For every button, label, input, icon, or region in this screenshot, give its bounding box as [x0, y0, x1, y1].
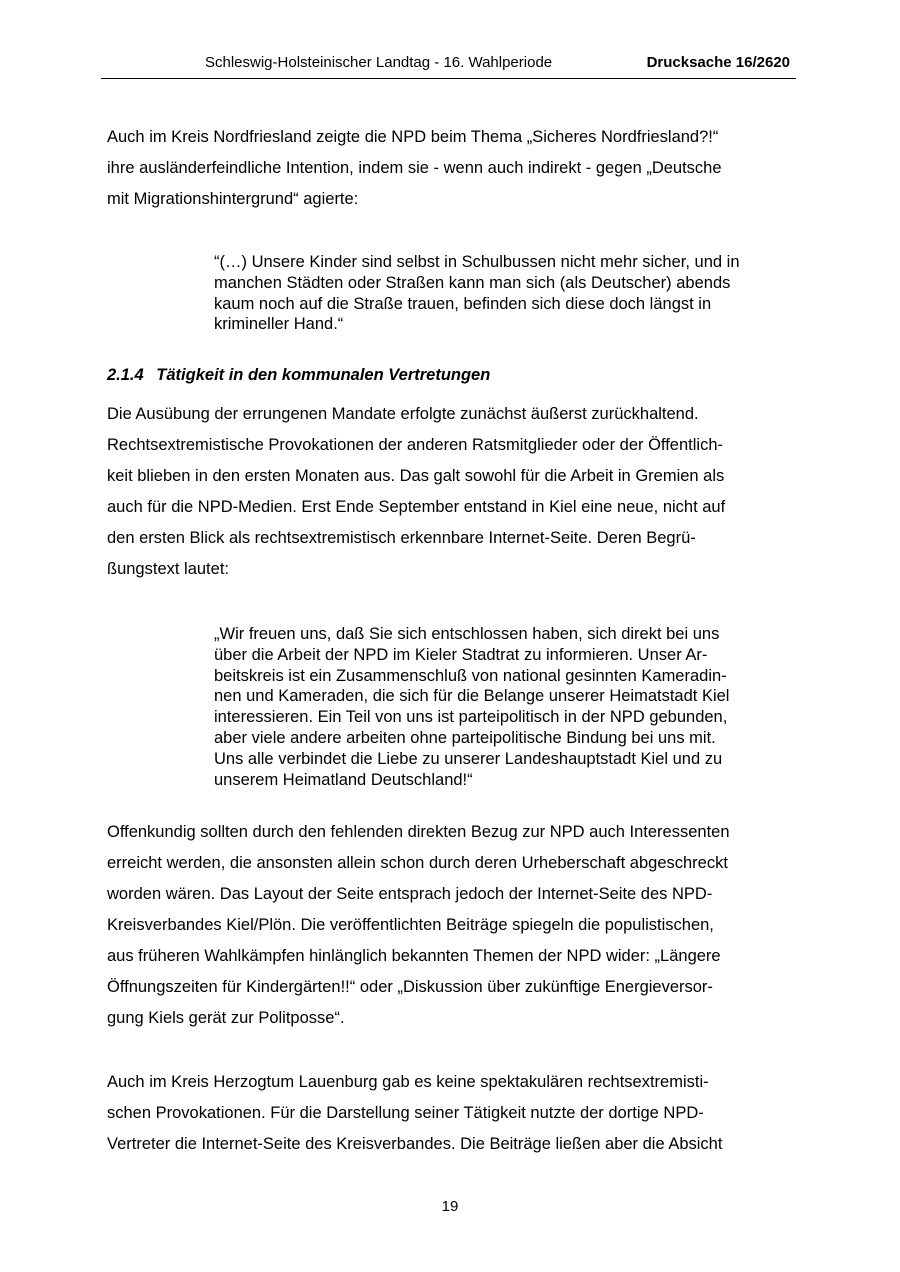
- text-line: auch für die NPD-Medien. Erst Ende September entstand in Kiel eine neue, nicht auf: [107, 498, 726, 516]
- text-line: Rechtsextremistische Provokationen der anderen Ratsmitglieder oder der Öffentlich-: [107, 436, 723, 454]
- quote-line: unserem Heimatland Deutschland!“: [214, 770, 473, 789]
- paragraph-nordfriesland: [107, 122, 797, 215]
- text-line: worden wären. Das Layout der Seite entsprach jedoch der Internet-Seite des NPD-: [107, 885, 713, 903]
- text-line: Kreisverbandes Kiel/Plön. Die veröffentlichten Beiträge spiegeln die populistischen,: [107, 916, 714, 934]
- header-doc-number: Drucksache 16/2620: [646, 54, 790, 71]
- quote-line: über die Arbeit der NPD im Kieler Stadtrat zu informieren. Unser Ar-: [214, 645, 708, 664]
- text-line: erreicht werden, die ansonsten allein schon durch deren Urheberschaft abgeschreckt: [107, 854, 728, 872]
- text-line: gung Kiels gerät zur Politposse“.: [107, 1009, 345, 1027]
- quote-line: krimineller Hand.“: [214, 315, 344, 334]
- header-title: Schleswig-Holsteinischer Landtag - 16. Wahlperiode: [205, 54, 553, 71]
- text-line: ihre ausländerfeindliche Intention, indem sie - wenn auch indirekt - gegen „Deutsche: [107, 159, 722, 177]
- text-line: Öffnungszeiten für Kindergärten!!“ oder „Diskussion über zukünftige Energieversor-: [107, 978, 713, 996]
- text-line: Auch im Kreis Nordfriesland zeigte die NPD beim Thema „Sicheres Nordfriesland?!“: [107, 128, 719, 146]
- text-line: Vertreter die Internet-Seite des Kreisverbandes. Die Beiträge ließen aber die Absicht: [107, 1135, 723, 1153]
- page-header: [101, 50, 796, 79]
- text-line: Auch im Kreis Herzogtum Lauenburg gab es keine spektakulären rechtsextremisti-: [107, 1073, 709, 1091]
- text-line: den ersten Blick als rechtsextremistisch erkennbare Internet-Seite. Deren Begrü-: [107, 529, 696, 547]
- section-number: 2.1.4: [107, 366, 144, 384]
- text-line: ßungstext lautet:: [107, 560, 229, 578]
- page-number: 19: [441, 1198, 459, 1215]
- paragraph-offenkundig: [107, 817, 797, 1034]
- quote-line: „Wir freuen uns, daß Sie sich entschlossen haben, sich direkt bei uns: [214, 625, 720, 643]
- text-line: Offenkundig sollten durch den fehlenden direkten Bezug zur NPD auch Interessenten: [107, 823, 730, 841]
- quote-line: manchen Städten oder Straßen kann man sich (als Deutscher) abends: [214, 273, 731, 292]
- section-title: Tätigkeit in den kommunalen Vertretungen: [156, 366, 491, 384]
- text-line: schen Provokationen. Für die Darstellung seiner Tätigkeit nutzte der dortige NPD-: [107, 1104, 704, 1122]
- text-line: aus früheren Wahlkämpfen hinlänglich bekannten Themen der NPD wider: „Längere: [107, 947, 721, 965]
- quote-line: interessieren. Ein Teil von uns ist parteipolitisch in der NPD gebunden,: [214, 708, 728, 727]
- quote-npd-nordfriesland: [214, 252, 799, 335]
- text-line: Die Ausübung der errungenen Mandate erfolgte zunächst äußerst zurückhaltend.: [107, 405, 699, 423]
- quote-line: “(…) Unsere Kinder sind selbst in Schulbussen nicht mehr sicher, und in: [214, 253, 740, 271]
- quote-kiel-website: [214, 624, 799, 790]
- text-line: keit blieben in den ersten Monaten aus. Das galt sowohl für die Arbeit in Gremien als: [107, 467, 725, 485]
- quote-line: kaum noch auf die Straße trauen, befinden sich diese doch längst in: [214, 294, 712, 313]
- section-heading: [107, 366, 490, 385]
- text-line: mit Migrationshintergrund“ agierte:: [107, 190, 359, 208]
- paragraph-lauenburg: [107, 1067, 797, 1160]
- quote-line: nen und Kameraden, die sich für die Belange unserer Heimatstadt Kiel: [214, 687, 730, 706]
- quote-line: Uns alle verbindet die Liebe zu unserer Landeshauptstadt Kiel und zu: [214, 749, 723, 768]
- quote-line: beitskreis ist ein Zusammenschluß von national gesinnten Kameradin-: [214, 666, 727, 685]
- quote-line: aber viele andere arbeiten ohne parteipolitische Bindung bei uns mit.: [214, 728, 716, 747]
- paragraph-mandate: [107, 399, 797, 585]
